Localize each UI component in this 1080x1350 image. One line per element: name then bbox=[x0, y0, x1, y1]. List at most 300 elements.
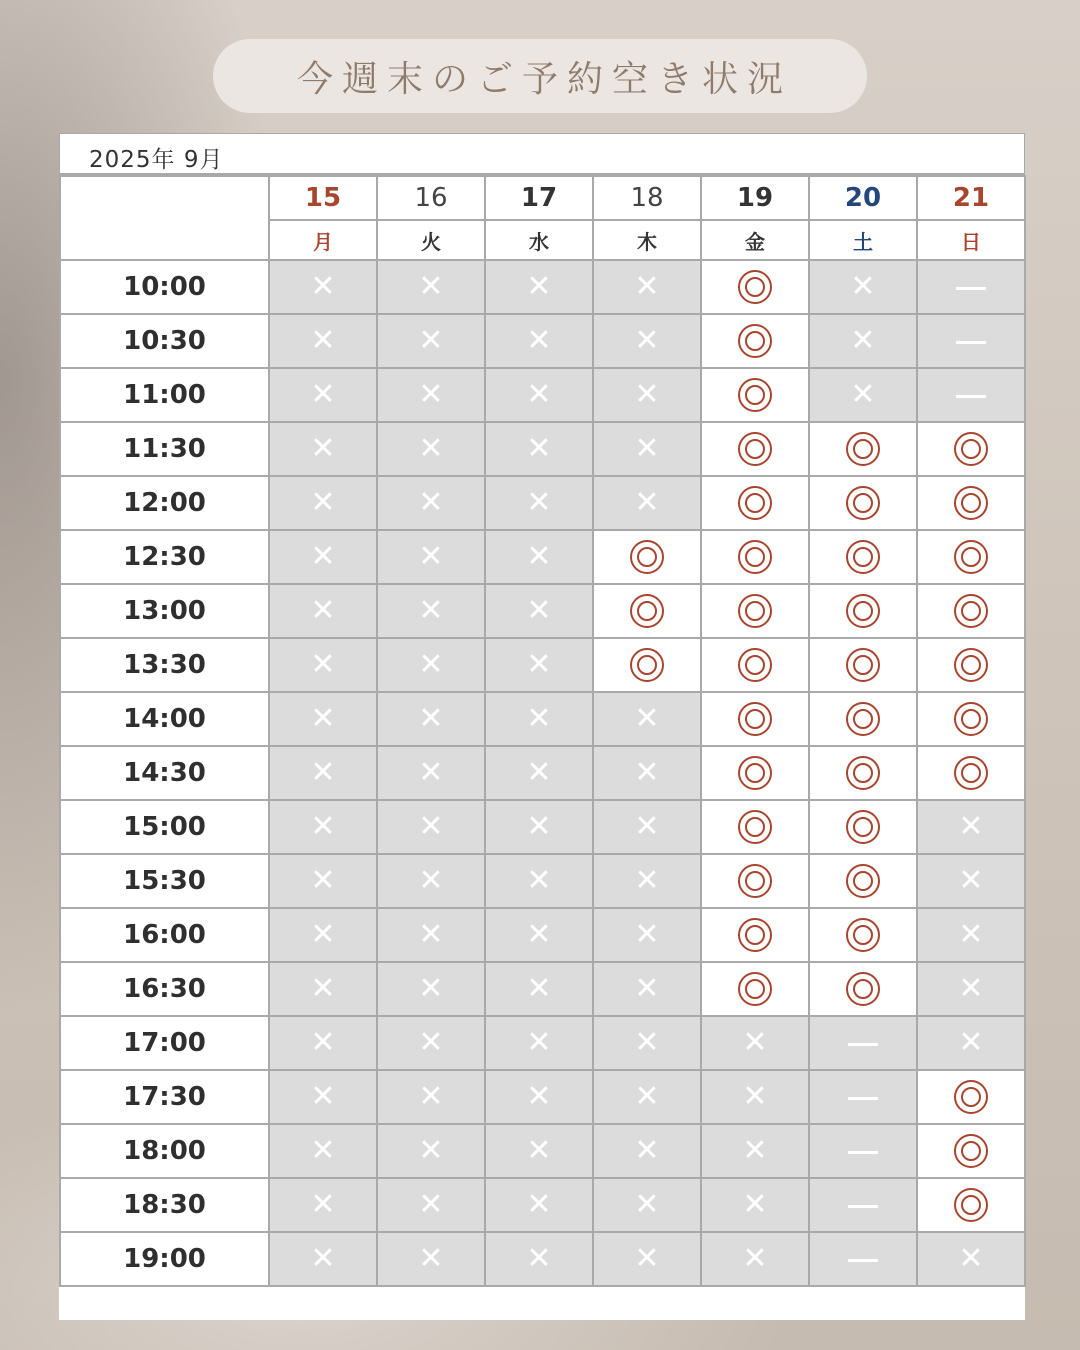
slot-rows bbox=[60, 260, 1025, 1286]
slot-cell-open[interactable] bbox=[701, 314, 809, 368]
cross-icon: ✕ bbox=[526, 647, 552, 682]
double-circle-icon bbox=[738, 324, 772, 358]
dash-icon bbox=[956, 341, 986, 344]
time-label: 18:00 bbox=[60, 1124, 269, 1178]
cross-icon: ✕ bbox=[418, 431, 444, 466]
weekday-wed: 水 bbox=[485, 220, 593, 260]
slot-cell-full bbox=[269, 1124, 377, 1178]
double-circle-icon bbox=[846, 810, 880, 844]
dash-icon bbox=[848, 1205, 878, 1208]
slot-cell-open[interactable] bbox=[701, 746, 809, 800]
cross-icon: ✕ bbox=[418, 863, 444, 898]
slot-cell-full bbox=[269, 800, 377, 854]
cross-icon: ✕ bbox=[526, 593, 552, 628]
cross-icon: ✕ bbox=[418, 755, 444, 790]
slot-cell-full bbox=[269, 1070, 377, 1124]
slot-cell-full bbox=[593, 314, 701, 368]
double-circle-icon bbox=[846, 594, 880, 628]
slot-cell-full bbox=[485, 530, 593, 584]
slot-cell-open[interactable] bbox=[593, 638, 701, 692]
cross-icon: ✕ bbox=[634, 1025, 660, 1060]
cross-icon: ✕ bbox=[634, 809, 660, 844]
time-label: 16:30 bbox=[60, 962, 269, 1016]
weekday-thu: 木 bbox=[593, 220, 701, 260]
cross-icon: ✕ bbox=[958, 917, 984, 952]
cross-icon: ✕ bbox=[742, 1079, 768, 1114]
slot-cell-open[interactable] bbox=[701, 584, 809, 638]
weekday-fri: 金 bbox=[701, 220, 809, 260]
table-row bbox=[60, 746, 1025, 800]
slot-cell-none bbox=[917, 260, 1025, 314]
date-20: 20 bbox=[809, 176, 917, 220]
slot-cell-full bbox=[917, 1016, 1025, 1070]
double-circle-icon bbox=[738, 270, 772, 304]
slot-cell-full bbox=[485, 800, 593, 854]
slot-cell-full bbox=[269, 530, 377, 584]
slot-cell-full bbox=[593, 1124, 701, 1178]
slot-cell-open[interactable] bbox=[917, 530, 1025, 584]
slot-cell-full bbox=[485, 1124, 593, 1178]
slot-cell-open[interactable] bbox=[917, 1070, 1025, 1124]
dash-icon bbox=[848, 1151, 878, 1154]
double-circle-icon bbox=[846, 486, 880, 520]
double-circle-icon bbox=[738, 864, 772, 898]
cross-icon: ✕ bbox=[958, 1241, 984, 1276]
double-circle-icon bbox=[954, 756, 988, 790]
slot-cell-full bbox=[269, 962, 377, 1016]
slot-cell-none bbox=[809, 1178, 917, 1232]
slot-cell-none bbox=[809, 1016, 917, 1070]
table-row bbox=[60, 422, 1025, 476]
slot-cell-open[interactable] bbox=[809, 638, 917, 692]
slot-cell-full bbox=[701, 1124, 809, 1178]
slot-cell-full bbox=[593, 1016, 701, 1070]
time-label: 10:30 bbox=[60, 314, 269, 368]
slot-cell-full bbox=[593, 260, 701, 314]
table-row bbox=[60, 476, 1025, 530]
time-label: 14:30 bbox=[60, 746, 269, 800]
slot-cell-full bbox=[701, 1178, 809, 1232]
slot-cell-open[interactable] bbox=[809, 584, 917, 638]
cross-icon: ✕ bbox=[634, 971, 660, 1006]
cross-icon: ✕ bbox=[634, 1133, 660, 1168]
cross-icon: ✕ bbox=[526, 431, 552, 466]
slot-cell-full bbox=[917, 854, 1025, 908]
slot-cell-open[interactable] bbox=[701, 908, 809, 962]
cross-icon: ✕ bbox=[418, 1133, 444, 1168]
cross-icon: ✕ bbox=[310, 647, 336, 682]
slot-cell-full bbox=[593, 476, 701, 530]
double-circle-icon bbox=[846, 972, 880, 1006]
cross-icon: ✕ bbox=[310, 809, 336, 844]
slot-cell-open[interactable] bbox=[809, 530, 917, 584]
slot-cell-full bbox=[377, 962, 485, 1016]
date-17: 17 bbox=[485, 176, 593, 220]
slot-cell-open[interactable] bbox=[809, 746, 917, 800]
cross-icon: ✕ bbox=[310, 431, 336, 466]
slot-cell-full bbox=[269, 1232, 377, 1286]
double-circle-icon bbox=[738, 594, 772, 628]
slot-cell-full bbox=[269, 422, 377, 476]
cross-icon: ✕ bbox=[634, 1187, 660, 1222]
cross-icon: ✕ bbox=[418, 1079, 444, 1114]
slot-cell-full bbox=[377, 260, 485, 314]
time-label: 15:30 bbox=[60, 854, 269, 908]
weekday-tue: 火 bbox=[377, 220, 485, 260]
cross-icon: ✕ bbox=[310, 377, 336, 412]
slot-cell-none bbox=[917, 314, 1025, 368]
cross-icon: ✕ bbox=[418, 377, 444, 412]
slot-cell-full bbox=[593, 422, 701, 476]
slot-cell-full bbox=[809, 260, 917, 314]
double-circle-icon bbox=[846, 864, 880, 898]
slot-cell-open[interactable] bbox=[701, 368, 809, 422]
reservation-sheet bbox=[59, 133, 1025, 1320]
cross-icon: ✕ bbox=[310, 269, 336, 304]
double-circle-icon bbox=[954, 648, 988, 682]
page-title: 今週末のご予約空き状況 bbox=[296, 58, 792, 100]
slot-cell-full bbox=[593, 1232, 701, 1286]
slot-cell-full bbox=[269, 638, 377, 692]
month-label: 2025年 9月 bbox=[89, 147, 224, 173]
double-circle-icon bbox=[738, 486, 772, 520]
cross-icon: ✕ bbox=[634, 485, 660, 520]
slot-cell-open[interactable] bbox=[809, 692, 917, 746]
title-banner bbox=[213, 39, 867, 113]
month-header bbox=[59, 133, 1025, 175]
slot-cell-full bbox=[377, 314, 485, 368]
slot-cell-full bbox=[809, 368, 917, 422]
cross-icon: ✕ bbox=[310, 593, 336, 628]
time-label: 10:00 bbox=[60, 260, 269, 314]
table-row bbox=[60, 908, 1025, 962]
slot-cell-open[interactable] bbox=[701, 476, 809, 530]
cross-icon: ✕ bbox=[418, 323, 444, 358]
table-row bbox=[60, 692, 1025, 746]
double-circle-icon bbox=[738, 540, 772, 574]
slot-cell-full bbox=[377, 476, 485, 530]
slot-cell-open[interactable] bbox=[917, 1178, 1025, 1232]
table-row bbox=[60, 1070, 1025, 1124]
cross-icon: ✕ bbox=[310, 917, 336, 952]
slot-cell-full bbox=[485, 314, 593, 368]
cross-icon: ✕ bbox=[634, 863, 660, 898]
cross-icon: ✕ bbox=[526, 1187, 552, 1222]
double-circle-icon bbox=[954, 594, 988, 628]
cross-icon: ✕ bbox=[958, 971, 984, 1006]
slot-cell-none bbox=[809, 1232, 917, 1286]
slot-cell-full bbox=[485, 1178, 593, 1232]
slot-cell-full bbox=[377, 692, 485, 746]
cross-icon: ✕ bbox=[310, 323, 336, 358]
table-row bbox=[60, 314, 1025, 368]
double-circle-icon bbox=[738, 378, 772, 412]
table-row bbox=[60, 584, 1025, 638]
slot-cell-full bbox=[485, 638, 593, 692]
slot-cell-full bbox=[377, 368, 485, 422]
double-circle-icon bbox=[738, 918, 772, 952]
slot-cell-full bbox=[377, 908, 485, 962]
cross-icon: ✕ bbox=[418, 701, 444, 736]
cross-icon: ✕ bbox=[634, 755, 660, 790]
slot-cell-full bbox=[377, 1178, 485, 1232]
table-row bbox=[60, 962, 1025, 1016]
cross-icon: ✕ bbox=[310, 1079, 336, 1114]
table-row bbox=[60, 1124, 1025, 1178]
slot-cell-full bbox=[701, 1016, 809, 1070]
slot-cell-open[interactable] bbox=[809, 476, 917, 530]
slot-cell-full bbox=[485, 368, 593, 422]
cross-icon: ✕ bbox=[310, 755, 336, 790]
time-label: 11:30 bbox=[60, 422, 269, 476]
cross-icon: ✕ bbox=[418, 1187, 444, 1222]
slot-cell-open[interactable] bbox=[809, 854, 917, 908]
cross-icon: ✕ bbox=[310, 539, 336, 574]
table-row bbox=[60, 368, 1025, 422]
cross-icon: ✕ bbox=[418, 485, 444, 520]
double-circle-icon bbox=[846, 648, 880, 682]
slot-cell-full bbox=[377, 584, 485, 638]
dash-icon bbox=[956, 395, 986, 398]
slot-cell-full bbox=[485, 260, 593, 314]
cross-icon: ✕ bbox=[526, 269, 552, 304]
slot-cell-open[interactable] bbox=[917, 746, 1025, 800]
date-header-row bbox=[60, 176, 1025, 220]
slot-cell-full bbox=[593, 368, 701, 422]
slot-cell-open[interactable] bbox=[917, 1124, 1025, 1178]
cross-icon: ✕ bbox=[634, 377, 660, 412]
cross-icon: ✕ bbox=[634, 269, 660, 304]
double-circle-icon bbox=[738, 648, 772, 682]
table-row bbox=[60, 638, 1025, 692]
slot-cell-open[interactable] bbox=[809, 800, 917, 854]
dash-icon bbox=[956, 287, 986, 290]
slot-cell-full bbox=[485, 908, 593, 962]
slot-cell-full bbox=[269, 908, 377, 962]
double-circle-icon bbox=[846, 432, 880, 466]
date-16: 16 bbox=[377, 176, 485, 220]
slot-cell-open[interactable] bbox=[917, 584, 1025, 638]
cross-icon: ✕ bbox=[418, 1241, 444, 1276]
time-label: 14:00 bbox=[60, 692, 269, 746]
slot-cell-full bbox=[269, 314, 377, 368]
slot-cell-open[interactable] bbox=[701, 260, 809, 314]
time-label: 12:30 bbox=[60, 530, 269, 584]
slot-cell-full bbox=[485, 1070, 593, 1124]
slot-cell-full bbox=[593, 908, 701, 962]
slot-cell-open[interactable] bbox=[701, 854, 809, 908]
weekday-sun: 日 bbox=[917, 220, 1025, 260]
slot-cell-open[interactable] bbox=[917, 692, 1025, 746]
time-label: 12:00 bbox=[60, 476, 269, 530]
cross-icon: ✕ bbox=[310, 1187, 336, 1222]
time-label: 13:00 bbox=[60, 584, 269, 638]
dash-icon bbox=[848, 1097, 878, 1100]
slot-cell-full bbox=[269, 1016, 377, 1070]
cross-icon: ✕ bbox=[742, 1133, 768, 1168]
double-circle-icon bbox=[954, 702, 988, 736]
cross-icon: ✕ bbox=[526, 1079, 552, 1114]
slot-cell-open[interactable] bbox=[701, 962, 809, 1016]
weekday-sat: 土 bbox=[809, 220, 917, 260]
cross-icon: ✕ bbox=[526, 809, 552, 844]
slot-cell-full bbox=[377, 1232, 485, 1286]
time-label: 17:00 bbox=[60, 1016, 269, 1070]
cross-icon: ✕ bbox=[850, 323, 876, 358]
double-circle-icon bbox=[738, 702, 772, 736]
time-label: 11:00 bbox=[60, 368, 269, 422]
slot-cell-open[interactable] bbox=[701, 638, 809, 692]
slot-cell-full bbox=[593, 746, 701, 800]
slot-cell-full bbox=[269, 476, 377, 530]
slot-cell-full bbox=[485, 692, 593, 746]
slot-cell-full bbox=[701, 1070, 809, 1124]
slot-cell-full bbox=[593, 800, 701, 854]
double-circle-icon bbox=[630, 594, 664, 628]
cross-icon: ✕ bbox=[418, 269, 444, 304]
cross-icon: ✕ bbox=[850, 269, 876, 304]
dash-icon bbox=[848, 1259, 878, 1262]
cross-icon: ✕ bbox=[526, 971, 552, 1006]
cross-icon: ✕ bbox=[310, 485, 336, 520]
cross-icon: ✕ bbox=[742, 1241, 768, 1276]
slot-cell-full bbox=[269, 746, 377, 800]
table-row bbox=[60, 530, 1025, 584]
slot-cell-full bbox=[377, 854, 485, 908]
slot-cell-open[interactable] bbox=[809, 962, 917, 1016]
slot-cell-full bbox=[917, 962, 1025, 1016]
cross-icon: ✕ bbox=[526, 701, 552, 736]
slot-cell-full bbox=[485, 1232, 593, 1286]
slot-cell-full bbox=[269, 584, 377, 638]
cross-icon: ✕ bbox=[526, 1025, 552, 1060]
cross-icon: ✕ bbox=[418, 1025, 444, 1060]
cross-icon: ✕ bbox=[634, 323, 660, 358]
date-18: 18 bbox=[593, 176, 701, 220]
cross-icon: ✕ bbox=[310, 1025, 336, 1060]
slot-cell-none bbox=[809, 1070, 917, 1124]
cross-icon: ✕ bbox=[418, 809, 444, 844]
double-circle-icon bbox=[954, 1080, 988, 1114]
slot-cell-full bbox=[701, 1232, 809, 1286]
cross-icon: ✕ bbox=[526, 1133, 552, 1168]
table-row bbox=[60, 1232, 1025, 1286]
slot-cell-full bbox=[593, 1178, 701, 1232]
slot-cell-full bbox=[377, 638, 485, 692]
cross-icon: ✕ bbox=[958, 863, 984, 898]
slot-cell-full bbox=[593, 692, 701, 746]
double-circle-icon bbox=[846, 918, 880, 952]
slot-cell-open[interactable] bbox=[593, 584, 701, 638]
slot-cell-full bbox=[377, 530, 485, 584]
table-row bbox=[60, 854, 1025, 908]
date-15: 15 bbox=[269, 176, 377, 220]
cross-icon: ✕ bbox=[634, 701, 660, 736]
slot-cell-open[interactable] bbox=[701, 800, 809, 854]
slot-cell-open[interactable] bbox=[701, 692, 809, 746]
table-row bbox=[60, 800, 1025, 854]
slot-cell-none bbox=[809, 1124, 917, 1178]
slot-cell-full bbox=[269, 368, 377, 422]
slot-cell-full bbox=[485, 962, 593, 1016]
table-row bbox=[60, 1178, 1025, 1232]
slot-cell-full bbox=[269, 1178, 377, 1232]
slot-cell-full bbox=[485, 422, 593, 476]
slot-cell-full bbox=[593, 1070, 701, 1124]
slot-cell-full bbox=[485, 746, 593, 800]
cross-icon: ✕ bbox=[418, 647, 444, 682]
slot-cell-open[interactable] bbox=[809, 422, 917, 476]
cross-icon: ✕ bbox=[526, 485, 552, 520]
time-label: 17:30 bbox=[60, 1070, 269, 1124]
table-row bbox=[60, 260, 1025, 314]
date-21: 21 bbox=[917, 176, 1025, 220]
dash-icon bbox=[848, 1043, 878, 1046]
slot-cell-open[interactable] bbox=[701, 422, 809, 476]
double-circle-icon bbox=[846, 702, 880, 736]
cross-icon: ✕ bbox=[850, 377, 876, 412]
double-circle-icon bbox=[954, 540, 988, 574]
slot-cell-full bbox=[377, 746, 485, 800]
slot-cell-full bbox=[917, 1232, 1025, 1286]
slot-cell-open[interactable] bbox=[917, 476, 1025, 530]
cross-icon: ✕ bbox=[310, 863, 336, 898]
slot-cell-full bbox=[809, 314, 917, 368]
slot-cell-full bbox=[485, 476, 593, 530]
cross-icon: ✕ bbox=[310, 971, 336, 1006]
cross-icon: ✕ bbox=[418, 917, 444, 952]
cross-icon: ✕ bbox=[310, 1241, 336, 1276]
time-label: 15:00 bbox=[60, 800, 269, 854]
slot-cell-open[interactable] bbox=[809, 908, 917, 962]
slot-cell-full bbox=[377, 800, 485, 854]
time-label: 13:30 bbox=[60, 638, 269, 692]
table-row bbox=[60, 1016, 1025, 1070]
slot-cell-full bbox=[377, 422, 485, 476]
cross-icon: ✕ bbox=[526, 1241, 552, 1276]
slot-cell-open[interactable] bbox=[593, 530, 701, 584]
cross-icon: ✕ bbox=[634, 1079, 660, 1114]
slot-cell-full bbox=[593, 854, 701, 908]
slot-cell-full bbox=[377, 1016, 485, 1070]
cross-icon: ✕ bbox=[526, 323, 552, 358]
double-circle-icon bbox=[630, 540, 664, 574]
cross-icon: ✕ bbox=[634, 917, 660, 952]
slot-cell-full bbox=[377, 1070, 485, 1124]
cross-icon: ✕ bbox=[526, 863, 552, 898]
cross-icon: ✕ bbox=[418, 971, 444, 1006]
cross-icon: ✕ bbox=[310, 1133, 336, 1168]
cross-icon: ✕ bbox=[526, 539, 552, 574]
double-circle-icon bbox=[954, 486, 988, 520]
slot-cell-open[interactable] bbox=[917, 638, 1025, 692]
cross-icon: ✕ bbox=[418, 593, 444, 628]
double-circle-icon bbox=[954, 432, 988, 466]
cross-icon: ✕ bbox=[958, 809, 984, 844]
slot-cell-open[interactable] bbox=[701, 530, 809, 584]
cross-icon: ✕ bbox=[526, 755, 552, 790]
double-circle-icon bbox=[738, 810, 772, 844]
time-label: 16:00 bbox=[60, 908, 269, 962]
slot-cell-open[interactable] bbox=[917, 422, 1025, 476]
slot-cell-full bbox=[269, 260, 377, 314]
double-circle-icon bbox=[630, 648, 664, 682]
cross-icon: ✕ bbox=[634, 431, 660, 466]
time-label: 19:00 bbox=[60, 1232, 269, 1286]
cross-icon: ✕ bbox=[526, 377, 552, 412]
cross-icon: ✕ bbox=[634, 1241, 660, 1276]
double-circle-icon bbox=[954, 1134, 988, 1168]
